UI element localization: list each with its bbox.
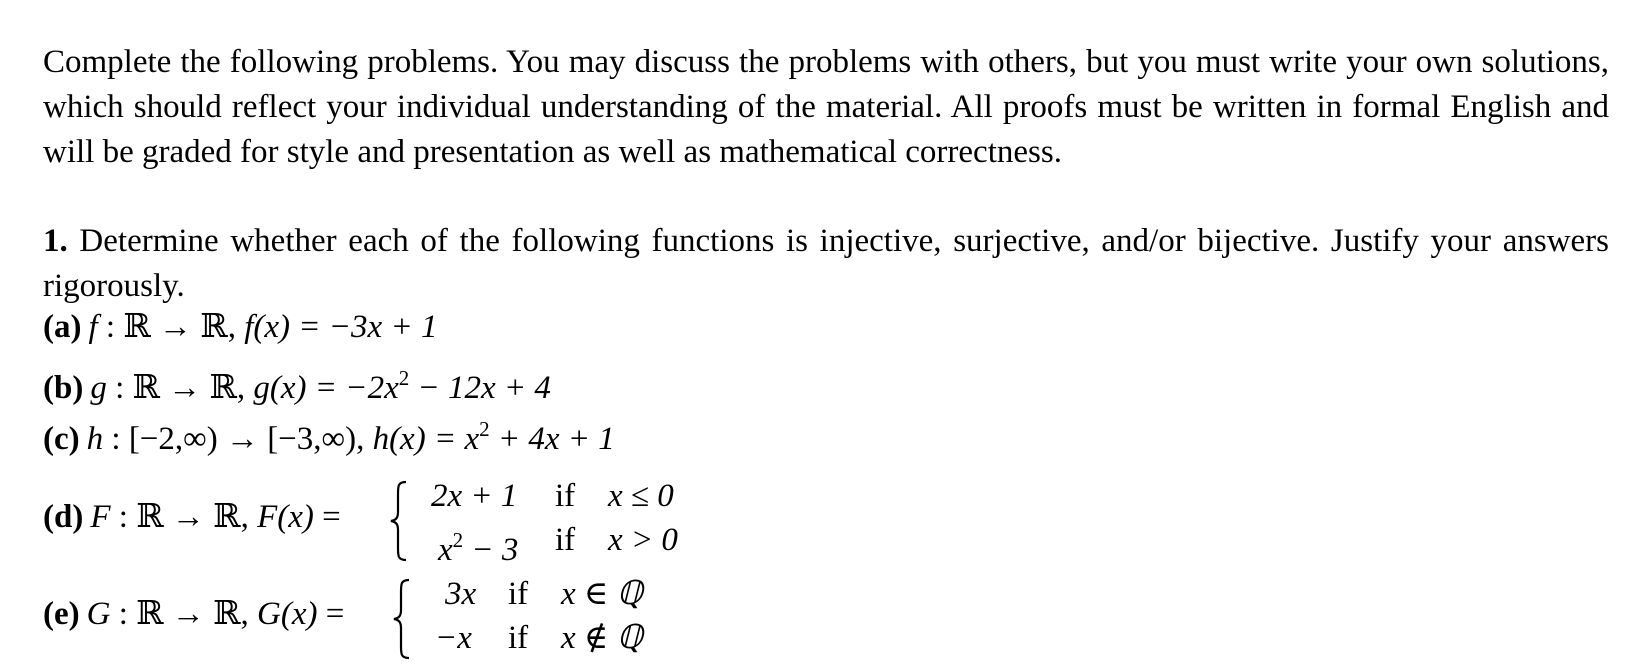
part-a-rule: = −3x + 1 [290, 309, 438, 345]
part-a-label: (a) [43, 309, 82, 345]
part-a [43, 307, 437, 347]
part-c-arrow: → [217, 421, 268, 457]
part-d-equals: = [313, 499, 341, 535]
part-c-argument: (x) [389, 421, 426, 457]
part-d-function-name: F [90, 499, 111, 535]
part-a-function-name: f [88, 309, 98, 345]
part-c-separator: , [356, 421, 373, 457]
instructions-paragraph: Complete the following problems. You may discuss the problems with others, but you must write your own solutions, which should reflect your individual understanding of the material. All proofs must be written in formal English and will be graded for style and presentation as well as mathematical correctness. [43, 44, 1609, 170]
part-a-function-name-2: f [244, 309, 254, 345]
part-e-arrow: → [163, 596, 214, 632]
part-e-domain: ℝ [136, 596, 164, 632]
part-a-arrow: → [150, 309, 201, 345]
part-d-case-1-if: if [555, 478, 576, 514]
part-a-argument: (x) [253, 309, 291, 345]
part-c-rule-end: + 4x + 1 [489, 421, 615, 457]
problem-1-text: Determine whether each of the following functions is injective, surjective, and/or bijective. Justify your answers rigorously. [43, 223, 1610, 304]
part-e-function-name-2: G [257, 596, 281, 632]
part-b [43, 358, 551, 408]
problem-1-statement [43, 219, 1609, 309]
part-a-separator: , [227, 309, 245, 345]
part-b-arrow: → [159, 370, 210, 406]
part-b-label: (b) [43, 370, 84, 406]
part-a-domain: ℝ [123, 309, 151, 345]
part-c-label: (c) [43, 421, 80, 457]
part-d-colon: : [110, 499, 137, 535]
part-d [43, 476, 743, 568]
part-d-label: (d) [43, 499, 84, 535]
part-e-colon: : [110, 596, 137, 632]
part-d-brace [388, 480, 410, 562]
part-b-argument: (x) [269, 370, 307, 406]
part-c-domain: [−2,∞) [128, 421, 218, 457]
part-e [43, 572, 743, 662]
part-e-case-1-if: if [508, 576, 529, 612]
part-c-function-name-2: h [372, 421, 390, 457]
part-b-colon: : [106, 370, 133, 406]
part-c-exponent: 2 [479, 417, 490, 441]
part-e-separator: , [240, 596, 258, 632]
part-d-function-name-2: F [257, 499, 278, 535]
problem-number: 1. [43, 223, 68, 259]
part-a-codomain: ℝ [200, 309, 228, 345]
part-d-case-1-expression: 2x + 1 [431, 478, 518, 514]
part-d-case-2-exponent: 2 [452, 528, 464, 552]
part-e-function-name: G [86, 596, 111, 632]
part-d-case-2-expression-start: x [438, 532, 453, 568]
part-d-case-1-condition: x ≤ 0 [608, 478, 674, 514]
part-e-equals: = [317, 596, 345, 632]
part-c-function-name: h [86, 421, 104, 457]
part-e-case-1-condition: x ∈ ℚ [561, 576, 643, 612]
part-b-codomain: ℝ [209, 370, 237, 406]
part-e-label: (e) [43, 596, 80, 632]
part-e-case-2-condition: x ∉ ℚ [561, 620, 643, 656]
part-b-rule-start: = −2x [306, 370, 399, 406]
part-b-separator: , [236, 370, 254, 406]
part-c-codomain: [−3,∞) [267, 421, 357, 457]
part-b-exponent: 2 [398, 366, 410, 390]
part-e-brace [391, 578, 413, 660]
part-e-case-1-expression: 3x [445, 576, 477, 612]
part-e-codomain: ℝ [213, 596, 241, 632]
part-d-separator: , [240, 499, 258, 535]
part-c [43, 409, 615, 459]
part-b-domain: ℝ [132, 370, 160, 406]
part-d-codomain: ℝ [213, 499, 241, 535]
part-d-case-2-expression-end: − 3 [463, 532, 519, 568]
part-d-lhs [43, 497, 341, 537]
part-e-lhs [43, 594, 344, 634]
part-d-case-2-if: if [555, 522, 576, 558]
part-d-case-2-expression [438, 520, 518, 570]
part-b-function-name: g [90, 370, 107, 406]
part-e-case-2-expression: −x [435, 620, 472, 656]
part-c-rule-start: = x [425, 421, 480, 457]
part-b-rule-end: − 12x + 4 [409, 370, 551, 406]
part-e-argument: (x) [280, 596, 318, 632]
part-e-case-2-if: if [508, 620, 529, 656]
part-d-domain: ℝ [136, 499, 164, 535]
part-a-colon: : [97, 309, 124, 345]
part-d-case-2-condition: x > 0 [608, 522, 678, 558]
part-d-argument: (x) [277, 499, 314, 535]
part-b-function-name-2: g [253, 370, 270, 406]
part-d-arrow: → [163, 499, 214, 535]
part-c-colon: : [103, 421, 129, 457]
